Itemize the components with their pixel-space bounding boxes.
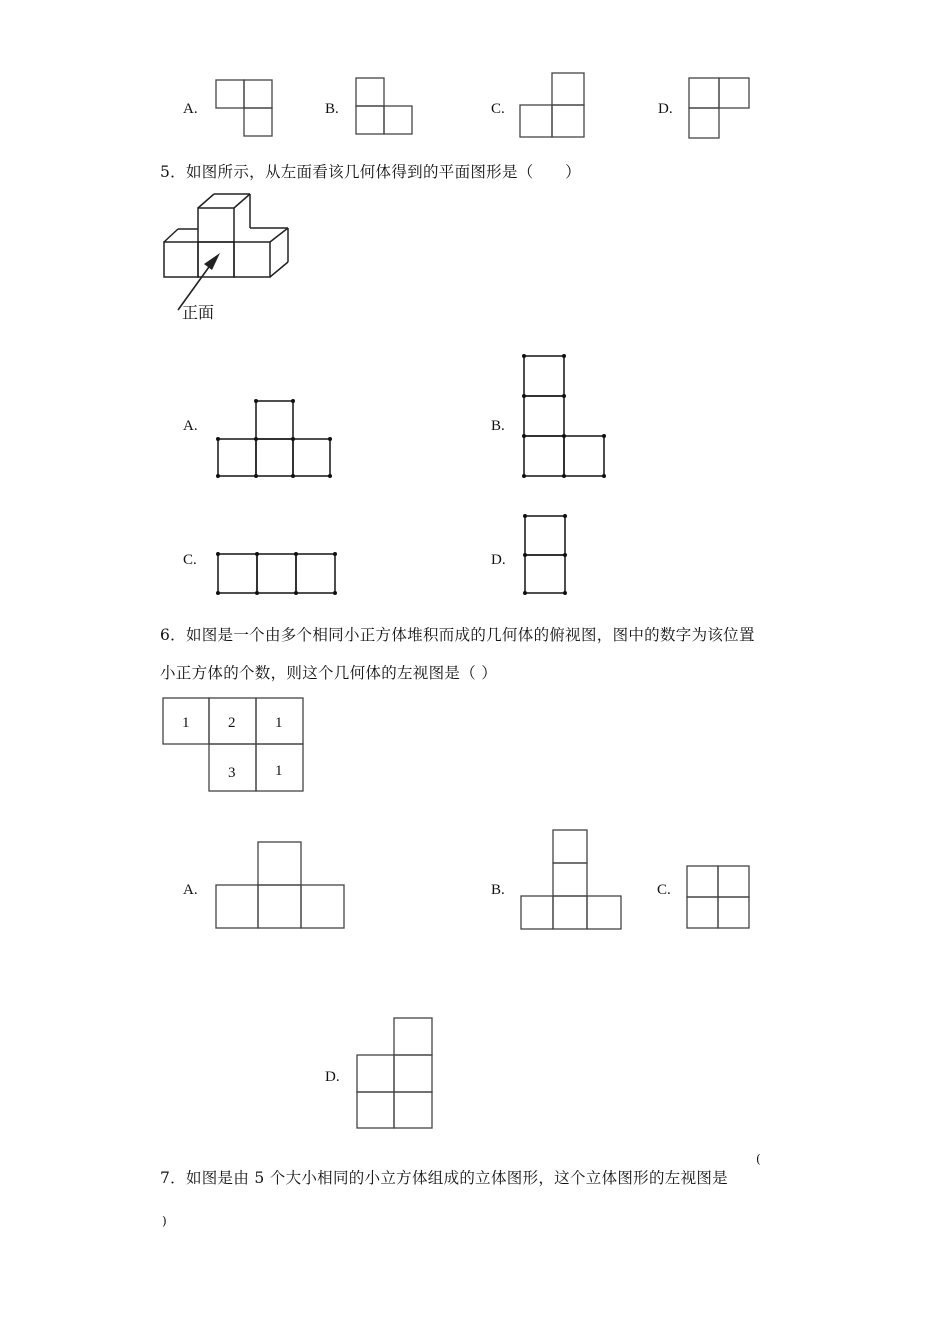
q6-option-b-figure: [519, 828, 625, 932]
q6-question-text-line2: 小正方体的个数，则这个几何体的左视图是（ ）: [160, 664, 498, 682]
q4-option-c-figure: [518, 71, 590, 141]
q6-option-a-figure: [214, 840, 348, 932]
q7-question-text: 7．如图是由 5 个大小相同的小立方体组成的立体图形，这个立体图形的左视图是: [160, 1169, 728, 1187]
q6-option-c-figure: [685, 864, 753, 932]
q5-option-d-figure: [521, 512, 571, 598]
q5-option-b-figure: [520, 352, 612, 482]
q6-option-a-label: A.: [183, 882, 198, 898]
q5-option-c-figure: [214, 550, 340, 598]
q5-question-text: 5．如图所示，从左面看该几何体得到的平面图形是（ ）: [160, 163, 581, 181]
q4-option-d-figure: [687, 76, 753, 140]
grid-number: 2: [228, 715, 236, 731]
grid-number: 1: [275, 763, 283, 779]
q4-option-b-figure: [354, 76, 416, 140]
q5-solid-figure: [160, 190, 300, 330]
grid-number: 1: [182, 715, 190, 731]
q4-option-d-label: D.: [658, 101, 673, 117]
grid-number: 1: [275, 715, 283, 731]
q6-option-c-label: C.: [657, 882, 671, 898]
q6-option-b-label: B.: [491, 882, 505, 898]
q4-option-a-label: A.: [183, 101, 198, 117]
q6-question-text-line1: 6．如图是一个由多个相同小正方体堆积而成的几何体的俯视图，图中的数字为该位置: [160, 626, 755, 644]
q6-top-view-grid: [161, 696, 307, 796]
q4-option-b-label: B.: [325, 101, 339, 117]
q5-option-d-label: D.: [491, 552, 506, 568]
q5-option-c-label: C.: [183, 552, 197, 568]
q6-option-d-figure: [355, 1016, 437, 1132]
q7-paren-close: ): [162, 1214, 167, 1228]
q4-option-a-figure: [214, 78, 276, 140]
q7-paren-open: (: [756, 1152, 761, 1166]
q6-option-d-label: D.: [325, 1069, 340, 1085]
q5-option-a-label: A.: [183, 418, 198, 434]
q4-option-c-label: C.: [491, 101, 505, 117]
q5-option-a-figure: [214, 398, 336, 482]
q5-front-label: 正面: [182, 303, 215, 322]
q5-option-b-label: B.: [491, 418, 505, 434]
grid-number: 3: [228, 765, 236, 781]
